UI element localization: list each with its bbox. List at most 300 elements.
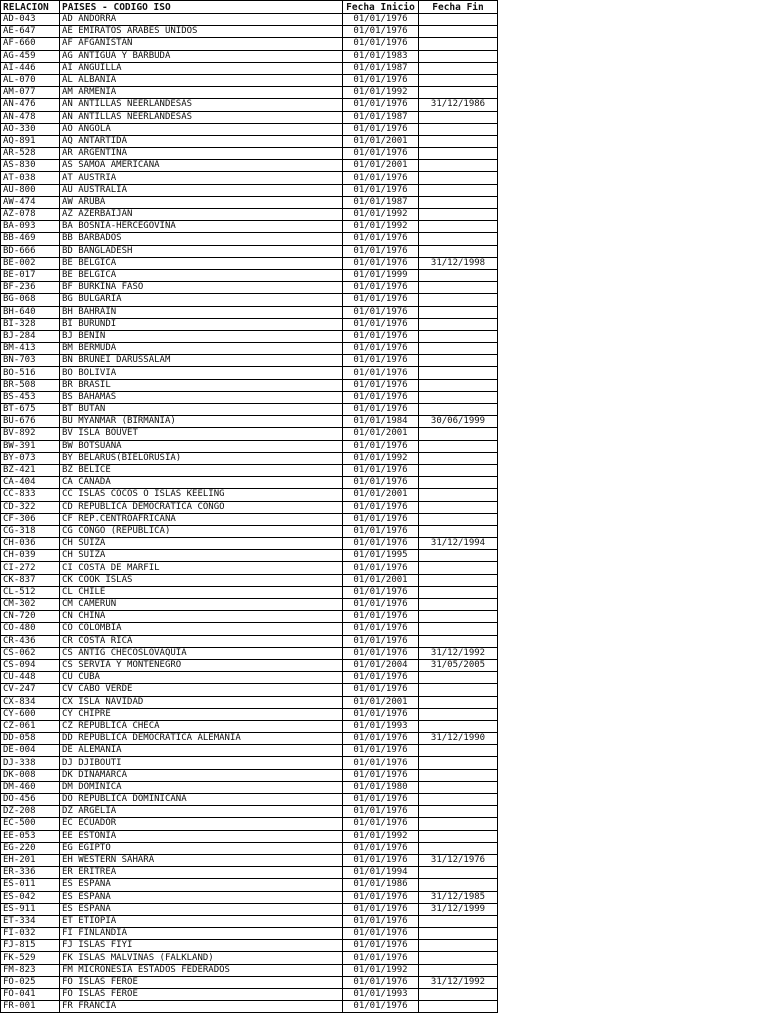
relacion-cell: CS-062 xyxy=(1,647,60,659)
fecha-fin-cell xyxy=(419,184,498,196)
pais-cell: CO COLOMBIA xyxy=(60,623,343,635)
fecha-inicio-cell: 01/01/1976 xyxy=(343,635,419,647)
table-row xyxy=(1,50,498,62)
fecha-fin-cell xyxy=(419,830,498,842)
table-row xyxy=(1,879,498,891)
table-row xyxy=(1,330,498,342)
fecha-inicio-cell: 01/01/1976 xyxy=(343,818,419,830)
fecha-fin-cell xyxy=(419,330,498,342)
table-row xyxy=(1,160,498,172)
table-row xyxy=(1,221,498,233)
table-row xyxy=(1,842,498,854)
relacion-cell: CS-094 xyxy=(1,659,60,671)
fecha-inicio-cell: 01/01/1976 xyxy=(343,306,419,318)
fecha-inicio-cell: 01/01/1976 xyxy=(343,123,419,135)
pais-cell: AG ANTIGUA Y BARBUDA xyxy=(60,50,343,62)
fecha-inicio-cell: 01/01/1976 xyxy=(343,525,419,537)
fecha-fin-cell xyxy=(419,696,498,708)
relacion-cell: BE-002 xyxy=(1,257,60,269)
table-row xyxy=(1,989,498,1001)
fecha-inicio-cell: 01/01/1976 xyxy=(343,14,419,26)
pais-cell: DD REPUBLICA DEMOCRATICA ALEMANIA xyxy=(60,733,343,745)
fecha-inicio-cell: 01/01/1976 xyxy=(343,891,419,903)
relacion-cell: CZ-061 xyxy=(1,720,60,732)
fecha-inicio-cell: 01/01/1976 xyxy=(343,733,419,745)
pais-cell: CH SUIZA xyxy=(60,538,343,550)
fecha-fin-cell xyxy=(419,867,498,879)
table-row xyxy=(1,196,498,208)
fecha-fin-cell xyxy=(419,343,498,355)
pais-cell: AD ANDORRA xyxy=(60,14,343,26)
fecha-inicio-cell: 01/01/1993 xyxy=(343,720,419,732)
relacion-cell: CM-302 xyxy=(1,599,60,611)
relacion-cell: AE-647 xyxy=(1,26,60,38)
header-paises-codigo-iso: PAISES - CODIGO ISO xyxy=(60,1,343,14)
pais-cell: CA CANADA xyxy=(60,477,343,489)
table-row xyxy=(1,781,498,793)
fecha-inicio-cell: 01/01/2001 xyxy=(343,489,419,501)
table-row xyxy=(1,672,498,684)
table-row xyxy=(1,343,498,355)
relacion-cell: ES-011 xyxy=(1,879,60,891)
relacion-cell: AF-660 xyxy=(1,38,60,50)
pais-cell: CS ANTIG CHECOSLOVAQUIA xyxy=(60,647,343,659)
table-row xyxy=(1,586,498,598)
relacion-cell: BE-017 xyxy=(1,269,60,281)
pais-cell: CN CHINA xyxy=(60,611,343,623)
relacion-cell: ES-911 xyxy=(1,903,60,915)
fecha-fin-cell xyxy=(419,635,498,647)
pais-cell: BA BOSNIA-HERCEGOVINA xyxy=(60,221,343,233)
relacion-cell: CO-480 xyxy=(1,623,60,635)
table-row xyxy=(1,769,498,781)
fecha-inicio-cell: 01/01/1976 xyxy=(343,355,419,367)
table-row xyxy=(1,294,498,306)
fecha-inicio-cell: 01/01/1976 xyxy=(343,343,419,355)
table-row xyxy=(1,355,498,367)
fecha-inicio-cell: 01/01/1987 xyxy=(343,196,419,208)
relacion-cell: BT-675 xyxy=(1,404,60,416)
fecha-inicio-cell: 01/01/1984 xyxy=(343,416,419,428)
fecha-inicio-cell: 01/01/1976 xyxy=(343,184,419,196)
fecha-fin-cell xyxy=(419,233,498,245)
fecha-inicio-cell: 01/01/1976 xyxy=(343,769,419,781)
fecha-inicio-cell: 01/01/1976 xyxy=(343,708,419,720)
pais-cell: ES ESPAÑA xyxy=(60,879,343,891)
table-row xyxy=(1,964,498,976)
relacion-cell: DO-456 xyxy=(1,794,60,806)
relacion-cell: CH-036 xyxy=(1,538,60,550)
pais-cell: DZ ARGELIA xyxy=(60,806,343,818)
fecha-fin-cell xyxy=(419,209,498,221)
table-row xyxy=(1,87,498,99)
fecha-fin-cell: 31/12/1994 xyxy=(419,538,498,550)
fecha-fin-cell xyxy=(419,452,498,464)
table-row xyxy=(1,391,498,403)
relacion-cell: CD-322 xyxy=(1,501,60,513)
relacion-cell: CF-306 xyxy=(1,513,60,525)
pais-cell: FK ISLAS MALVINAS (FALKLAND) xyxy=(60,952,343,964)
pais-cell: AR ARGENTINA xyxy=(60,148,343,160)
fecha-fin-cell xyxy=(419,404,498,416)
fecha-fin-cell xyxy=(419,525,498,537)
table-row xyxy=(1,123,498,135)
fecha-inicio-cell: 01/01/1976 xyxy=(343,794,419,806)
fecha-inicio-cell: 01/01/1976 xyxy=(343,672,419,684)
relacion-cell: AO-330 xyxy=(1,123,60,135)
fecha-inicio-cell: 01/01/1976 xyxy=(343,257,419,269)
relacion-cell: AU-800 xyxy=(1,184,60,196)
fecha-fin-cell: 31/12/1990 xyxy=(419,733,498,745)
pais-cell: BE BELGICA xyxy=(60,269,343,281)
table-row xyxy=(1,209,498,221)
fecha-fin-cell xyxy=(419,757,498,769)
fecha-fin-cell: 31/12/1999 xyxy=(419,903,498,915)
fecha-fin-cell xyxy=(419,111,498,123)
relacion-cell: CN-720 xyxy=(1,611,60,623)
fecha-fin-cell xyxy=(419,50,498,62)
pais-cell: AT AUSTRIA xyxy=(60,172,343,184)
fecha-fin-cell xyxy=(419,806,498,818)
fecha-fin-cell xyxy=(419,769,498,781)
table-row xyxy=(1,574,498,586)
table-row xyxy=(1,477,498,489)
pais-cell: AM ARMENIA xyxy=(60,87,343,99)
pais-cell: CL CHILE xyxy=(60,586,343,598)
table-row xyxy=(1,599,498,611)
pais-cell: BI BURUNDI xyxy=(60,318,343,330)
fecha-fin-cell xyxy=(419,196,498,208)
relacion-cell: DE-004 xyxy=(1,745,60,757)
table-row xyxy=(1,854,498,866)
pais-cell: BG BULGARIA xyxy=(60,294,343,306)
table-row xyxy=(1,489,498,501)
fecha-inicio-cell: 01/01/1976 xyxy=(343,623,419,635)
table-row xyxy=(1,903,498,915)
pais-cell: AO ANGOLA xyxy=(60,123,343,135)
relacion-cell: ET-334 xyxy=(1,915,60,927)
fecha-inicio-cell: 01/01/1987 xyxy=(343,62,419,74)
fecha-fin-cell: 31/12/1985 xyxy=(419,891,498,903)
fecha-inicio-cell: 01/01/1976 xyxy=(343,172,419,184)
fecha-inicio-cell: 01/01/1987 xyxy=(343,111,419,123)
fecha-fin-cell xyxy=(419,282,498,294)
table-row xyxy=(1,14,498,26)
relacion-cell: BV-892 xyxy=(1,428,60,440)
relacion-cell: AG-459 xyxy=(1,50,60,62)
pais-cell: BU MYANMAR (BIRMANIA) xyxy=(60,416,343,428)
header-fecha-inicio: Fecha Inicio xyxy=(343,1,419,14)
fecha-inicio-cell: 01/01/1976 xyxy=(343,501,419,513)
fecha-fin-cell xyxy=(419,684,498,696)
relacion-cell: CX-834 xyxy=(1,696,60,708)
pais-cell: ET ETIOPIA xyxy=(60,915,343,927)
fecha-fin-cell xyxy=(419,550,498,562)
pais-cell: CI COSTA DE MARFIL xyxy=(60,562,343,574)
relacion-cell: FO-025 xyxy=(1,976,60,988)
table-row xyxy=(1,659,498,671)
relacion-cell: FM-823 xyxy=(1,964,60,976)
fecha-inicio-cell: 01/01/1976 xyxy=(343,854,419,866)
fecha-inicio-cell: 01/01/1976 xyxy=(343,464,419,476)
table-row xyxy=(1,440,498,452)
relacion-cell: FR-001 xyxy=(1,1001,60,1013)
fecha-inicio-cell: 01/01/1976 xyxy=(343,940,419,952)
fecha-fin-cell xyxy=(419,562,498,574)
fecha-fin-cell xyxy=(419,14,498,26)
pais-cell: ER ERITREA xyxy=(60,867,343,879)
table-row xyxy=(1,404,498,416)
fecha-fin-cell: 31/12/1998 xyxy=(419,257,498,269)
relacion-cell: EE-053 xyxy=(1,830,60,842)
table-row xyxy=(1,757,498,769)
pais-cell: BW BOTSUANA xyxy=(60,440,343,452)
table-row xyxy=(1,428,498,440)
table-row xyxy=(1,233,498,245)
fecha-inicio-cell: 01/01/1992 xyxy=(343,452,419,464)
fecha-fin-cell xyxy=(419,623,498,635)
table-row xyxy=(1,135,498,147)
table-row xyxy=(1,794,498,806)
relacion-cell: AR-528 xyxy=(1,148,60,160)
pais-cell: DK DINAMARCA xyxy=(60,769,343,781)
pais-cell: AW ARUBA xyxy=(60,196,343,208)
fecha-fin-cell xyxy=(419,489,498,501)
fecha-fin-cell xyxy=(419,160,498,172)
relacion-cell: BB-469 xyxy=(1,233,60,245)
relacion-cell: DD-058 xyxy=(1,733,60,745)
fecha-inicio-cell: 01/01/1992 xyxy=(343,830,419,842)
table-row xyxy=(1,915,498,927)
fecha-fin-cell xyxy=(419,428,498,440)
pais-cell: EG EGIPTO xyxy=(60,842,343,854)
fecha-fin-cell xyxy=(419,501,498,513)
fecha-fin-cell xyxy=(419,135,498,147)
table-row xyxy=(1,562,498,574)
fecha-inicio-cell: 01/01/1976 xyxy=(343,38,419,50)
pais-cell: AS SAMOA AMERICANA xyxy=(60,160,343,172)
pais-cell: AI ANGUILLA xyxy=(60,62,343,74)
pais-cell: CM CAMERUN xyxy=(60,599,343,611)
fecha-inicio-cell: 01/01/1976 xyxy=(343,294,419,306)
pais-cell: BF BURKINA FASO xyxy=(60,282,343,294)
table-row xyxy=(1,367,498,379)
fecha-fin-cell: 31/12/1992 xyxy=(419,647,498,659)
fecha-fin-cell: 30/06/1999 xyxy=(419,416,498,428)
relacion-cell: DJ-338 xyxy=(1,757,60,769)
relacion-cell: AW-474 xyxy=(1,196,60,208)
relacion-cell: FO-041 xyxy=(1,989,60,1001)
fecha-fin-cell xyxy=(419,355,498,367)
table-row xyxy=(1,318,498,330)
fecha-fin-cell xyxy=(419,38,498,50)
pais-cell: FR FRANCIA xyxy=(60,1001,343,1013)
relacion-cell: AZ-078 xyxy=(1,209,60,221)
pais-cell: ES ESPAÑA xyxy=(60,903,343,915)
relacion-cell: AN-478 xyxy=(1,111,60,123)
pais-cell: BJ BENIN xyxy=(60,330,343,342)
fecha-inicio-cell: 01/01/2001 xyxy=(343,160,419,172)
relacion-cell: EG-220 xyxy=(1,842,60,854)
table-row xyxy=(1,99,498,111)
fecha-fin-cell xyxy=(419,818,498,830)
pais-cell: BD BANGLADESH xyxy=(60,245,343,257)
fecha-inicio-cell: 01/01/1976 xyxy=(343,74,419,86)
pais-cell: AN ANTILLAS NEERLANDESAS xyxy=(60,99,343,111)
pais-cell: FJ ISLAS FIYI xyxy=(60,940,343,952)
fecha-inicio-cell: 01/01/1976 xyxy=(343,757,419,769)
pais-cell: CF REP.CENTROAFRICANA xyxy=(60,513,343,525)
table-row xyxy=(1,452,498,464)
fecha-inicio-cell: 01/01/1980 xyxy=(343,781,419,793)
table-header-row xyxy=(1,1,498,14)
pais-cell: BH BAHRAIN xyxy=(60,306,343,318)
fecha-fin-cell xyxy=(419,745,498,757)
pais-cell: AQ ANTARTIDA xyxy=(60,135,343,147)
relacion-cell: EC-500 xyxy=(1,818,60,830)
pais-cell: AF AFGANISTAN xyxy=(60,38,343,50)
relacion-cell: ES-042 xyxy=(1,891,60,903)
fecha-fin-cell xyxy=(419,794,498,806)
fecha-fin-cell xyxy=(419,26,498,38)
fecha-fin-cell xyxy=(419,172,498,184)
relacion-cell: DM-460 xyxy=(1,781,60,793)
pais-cell: CY CHIPRE xyxy=(60,708,343,720)
relacion-cell: BG-068 xyxy=(1,294,60,306)
table-row xyxy=(1,696,498,708)
fecha-inicio-cell: 01/01/1992 xyxy=(343,87,419,99)
table-row xyxy=(1,538,498,550)
relacion-cell: AD-043 xyxy=(1,14,60,26)
fecha-fin-cell xyxy=(419,306,498,318)
relacion-cell: AN-476 xyxy=(1,99,60,111)
relacion-cell: AM-077 xyxy=(1,87,60,99)
table-row xyxy=(1,26,498,38)
fecha-fin-cell xyxy=(419,672,498,684)
relacion-cell: CY-600 xyxy=(1,708,60,720)
relacion-cell: CK-837 xyxy=(1,574,60,586)
fecha-inicio-cell: 01/01/1976 xyxy=(343,928,419,940)
pais-cell: CV CABO VERDE xyxy=(60,684,343,696)
pais-cell: CZ REPUBLICA CHECA xyxy=(60,720,343,732)
fecha-fin-cell xyxy=(419,74,498,86)
fecha-inicio-cell: 01/01/1976 xyxy=(343,1001,419,1013)
table-row xyxy=(1,257,498,269)
fecha-inicio-cell: 01/01/1976 xyxy=(343,379,419,391)
fecha-inicio-cell: 01/01/1976 xyxy=(343,915,419,927)
fecha-inicio-cell: 01/01/1976 xyxy=(343,477,419,489)
pais-cell: DJ DJIBOUTI xyxy=(60,757,343,769)
table-row xyxy=(1,1001,498,1013)
relacion-cell: FI-032 xyxy=(1,928,60,940)
table-row xyxy=(1,513,498,525)
fecha-inicio-cell: 01/01/1992 xyxy=(343,964,419,976)
fecha-inicio-cell: 01/01/1976 xyxy=(343,562,419,574)
fecha-fin-cell xyxy=(419,842,498,854)
relacion-cell: ER-336 xyxy=(1,867,60,879)
pais-cell: BS BAHAMAS xyxy=(60,391,343,403)
table-row xyxy=(1,184,498,196)
table-row xyxy=(1,684,498,696)
fecha-fin-cell xyxy=(419,928,498,940)
table-row xyxy=(1,282,498,294)
relacion-cell: BH-640 xyxy=(1,306,60,318)
pais-cell: CC ISLAS COCOS O ISLAS KEELING xyxy=(60,489,343,501)
fecha-inicio-cell: 01/01/1992 xyxy=(343,209,419,221)
fecha-fin-cell xyxy=(419,513,498,525)
header-relacion: RELACION xyxy=(1,1,60,14)
pais-cell: BE BELGICA xyxy=(60,257,343,269)
fecha-inicio-cell: 01/01/1976 xyxy=(343,745,419,757)
fecha-inicio-cell: 01/01/1976 xyxy=(343,684,419,696)
fecha-inicio-cell: 01/01/1993 xyxy=(343,989,419,1001)
table-row xyxy=(1,62,498,74)
table-row xyxy=(1,550,498,562)
table-row xyxy=(1,306,498,318)
pais-cell: BM BERMUDA xyxy=(60,343,343,355)
fecha-inicio-cell: 01/01/1976 xyxy=(343,391,419,403)
fecha-fin-cell xyxy=(419,879,498,891)
fecha-inicio-cell: 01/01/1976 xyxy=(343,611,419,623)
fecha-fin-cell xyxy=(419,87,498,99)
table-row xyxy=(1,501,498,513)
pais-cell: BN BRUNEI DARUSSALAM xyxy=(60,355,343,367)
table-row xyxy=(1,623,498,635)
fecha-inicio-cell: 01/01/2001 xyxy=(343,574,419,586)
table-row xyxy=(1,172,498,184)
fecha-fin-cell xyxy=(419,123,498,135)
table-row xyxy=(1,635,498,647)
relacion-cell: CC-833 xyxy=(1,489,60,501)
pais-cell: AE EMIRATOS ARABES UNIDOS xyxy=(60,26,343,38)
fecha-fin-cell xyxy=(419,294,498,306)
table-row xyxy=(1,940,498,952)
relacion-cell: CA-404 xyxy=(1,477,60,489)
fecha-inicio-cell: 01/01/1994 xyxy=(343,867,419,879)
relacion-cell: CV-247 xyxy=(1,684,60,696)
fecha-fin-cell xyxy=(419,379,498,391)
table-body xyxy=(1,14,498,1013)
fecha-inicio-cell: 01/01/1995 xyxy=(343,550,419,562)
pais-cell: BR BRASIL xyxy=(60,379,343,391)
relacion-cell: BF-236 xyxy=(1,282,60,294)
fecha-fin-cell: 31/05/2005 xyxy=(419,659,498,671)
fecha-fin-cell xyxy=(419,148,498,160)
relacion-cell: CR-436 xyxy=(1,635,60,647)
fecha-fin-cell: 31/12/1986 xyxy=(419,99,498,111)
pais-cell: FO ISLAS FEROE xyxy=(60,976,343,988)
fecha-inicio-cell: 01/01/1976 xyxy=(343,903,419,915)
fecha-fin-cell xyxy=(419,62,498,74)
pais-cell: FO ISLAS FEROE xyxy=(60,989,343,1001)
pais-cell: DM DOMINICA xyxy=(60,781,343,793)
fecha-inicio-cell: 01/01/1976 xyxy=(343,842,419,854)
relacion-cell: CU-448 xyxy=(1,672,60,684)
relacion-cell: CL-512 xyxy=(1,586,60,598)
table-row xyxy=(1,952,498,964)
pais-cell: AL ALBANIA xyxy=(60,74,343,86)
pais-cell: FI FINLANDIA xyxy=(60,928,343,940)
fecha-inicio-cell: 01/01/1976 xyxy=(343,99,419,111)
relacion-cell: BD-666 xyxy=(1,245,60,257)
fecha-fin-cell xyxy=(419,611,498,623)
pais-cell: DE ALEMANIA xyxy=(60,745,343,757)
relacion-cell: AT-038 xyxy=(1,172,60,184)
fecha-inicio-cell: 01/01/2001 xyxy=(343,696,419,708)
header-fecha-fin: Fecha Fin xyxy=(419,1,498,14)
pais-cell: AN ANTILLAS NEERLANDESAS xyxy=(60,111,343,123)
table-row xyxy=(1,891,498,903)
